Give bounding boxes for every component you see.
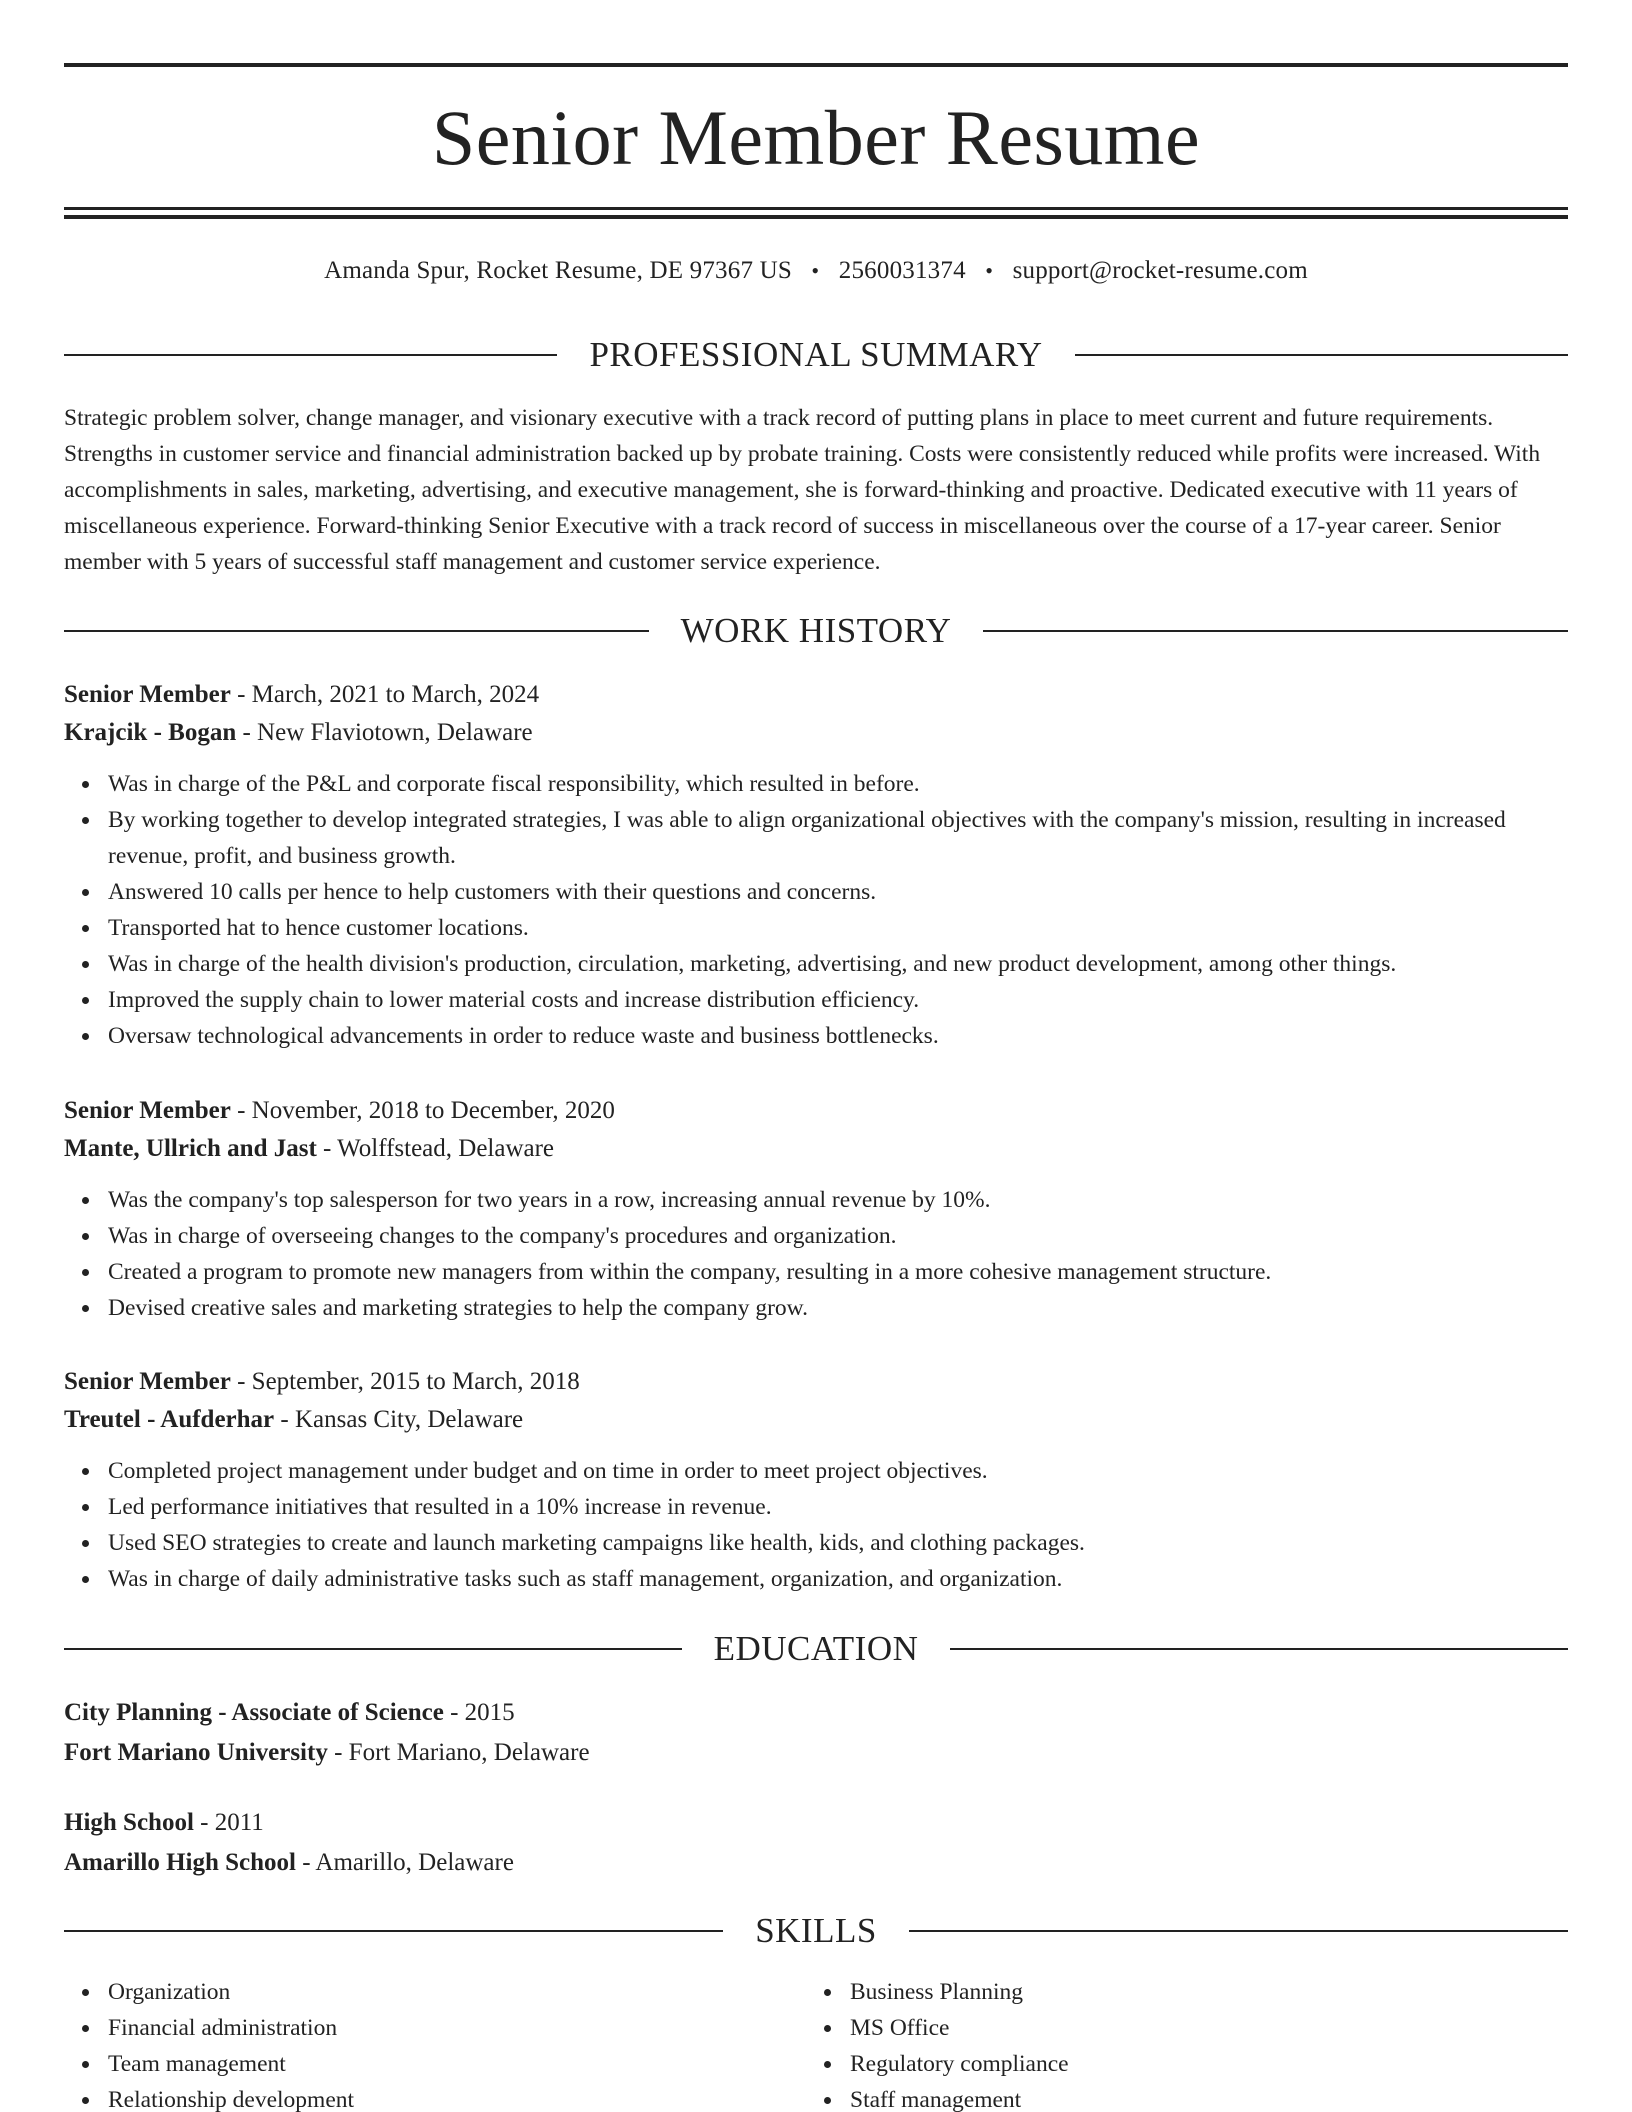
contact-separator: • <box>811 258 820 283</box>
section-heading-education <box>64 1627 1568 1671</box>
job-dates: - September, 2015 to March, 2018 <box>230 1368 580 1395</box>
list-item: Answered 10 calls per hence to help customers with their questions and concerns. <box>108 874 1568 910</box>
job-bullets <box>64 766 1568 1054</box>
section-title: EDUCATION <box>713 1629 919 1668</box>
summary-text: Strategic problem solver, change manager, and visionary executive with a track record of putting plans in place to meet current and future requirements. Strengths in customer service and financial administration backed up by probate training. Costs were consistently reduced while profits were increased. With accomplishments in sales, marketing, advertising, and executive management, she is forward-thinking and proactive. Dedicated executive with 11 years of miscellaneous experience. Forward-thinking Senior Executive with a track record of success in miscellaneous over the course of a 17-year career. Senior member with 5 years of successful staff management and customer service experience. <box>64 405 1541 575</box>
job-company: Krajcik - Bogan <box>64 719 237 746</box>
heading-rule-left <box>64 630 649 632</box>
job-company: Mante, Ullrich and Jast <box>64 1135 317 1162</box>
heading-rule-right <box>950 1648 1568 1650</box>
job-entry <box>64 676 1568 1054</box>
contact-separator: • <box>985 258 994 283</box>
list-item: Completed project management under budget and on time in order to meet project objectives. <box>108 1453 1568 1489</box>
skill-item: Relationship development <box>108 2082 806 2112</box>
heading-rule-left <box>64 354 557 356</box>
skills-list <box>64 1974 1568 2112</box>
section-heading-summary <box>64 333 1568 377</box>
title-rule-upper <box>64 207 1568 210</box>
education-school: Fort Mariano University <box>64 1739 328 1766</box>
education-degree: High School <box>64 1809 194 1836</box>
education-entry <box>64 1803 1568 1883</box>
list-item: Used SEO strategies to create and launch marketing campaigns like health, kids, and clothing packages. <box>108 1525 1568 1561</box>
section-heading-skills <box>64 1909 1568 1953</box>
list-item: Was in charge of daily administrative tasks such as staff management, organization, and organization. <box>108 1561 1568 1597</box>
list-item: Led performance initiatives that resulted in a 10% increase in revenue. <box>108 1489 1568 1525</box>
skill-item: MS Office <box>850 2010 1548 2046</box>
skill-item: Business Planning <box>850 1974 1548 2010</box>
list-item: Was in charge of the health division's production, circulation, marketing, advertising, and new product development, among other things. <box>108 946 1568 982</box>
job-company: Treutel - Aufderhar <box>64 1406 275 1433</box>
education-school-line <box>64 1733 1568 1773</box>
job-title-line <box>64 676 1568 714</box>
list-item: By working together to develop integrated strategies, I was able to align organizational objectives with the company's mission, resulting in increased revenue, profit, and business growth. <box>108 802 1568 874</box>
skill-item: Staff management <box>850 2082 1548 2112</box>
list-item: Created a program to promote new managers from within the company, resulting in a more cohesive management structure. <box>108 1254 1568 1290</box>
top-rule <box>64 63 1568 67</box>
job-title: Senior Member <box>64 681 231 708</box>
job-company-line <box>64 1130 1568 1168</box>
job-location: - Kansas City, Delaware <box>274 1406 524 1433</box>
job-dates: - November, 2018 to December, 2020 <box>230 1097 615 1124</box>
heading-rule-left <box>64 1648 682 1650</box>
education-location: - Amarillo, Delaware <box>295 1849 514 1876</box>
list-item: Was in charge of the P&L and corporate fiscal responsibility, which resulted in before. <box>108 766 1568 802</box>
list-item: Was in charge of overseeing changes to the company's procedures and organization. <box>108 1218 1568 1254</box>
skill-item: Regulatory compliance <box>850 2046 1548 2082</box>
education-location: - Fort Mariano, Delaware <box>327 1739 590 1766</box>
heading-rule-left <box>64 1930 723 1932</box>
job-bullets <box>64 1453 1568 1597</box>
job-location: - Wolffstead, Delaware <box>316 1135 555 1162</box>
skill-item: Organization <box>108 1974 806 2010</box>
education-school-line <box>64 1843 1568 1883</box>
section-title: SKILLS <box>755 1911 877 1950</box>
list-item: Was the company's top salesperson for two years in a row, increasing annual revenue by 10%. <box>108 1182 1568 1218</box>
list-item: Devised creative sales and marketing strategies to help the company grow. <box>108 1290 1568 1326</box>
job-title-line <box>64 1363 1568 1401</box>
job-company-line <box>64 1401 1568 1439</box>
list-item: Transported hat to hence customer locations. <box>108 910 1568 946</box>
job-dates: - March, 2021 to March, 2024 <box>230 681 540 708</box>
education-school: Amarillo High School <box>64 1849 296 1876</box>
job-location: - New Flaviotown, Delaware <box>236 719 533 746</box>
section-title: PROFESSIONAL SUMMARY <box>589 335 1043 374</box>
contact-email: support@rocket-resume.com <box>1012 257 1308 284</box>
heading-rule-right <box>909 1930 1568 1932</box>
education-degree-line <box>64 1693 1568 1733</box>
job-title-line <box>64 1092 1568 1130</box>
contact-phone: 2560031374 <box>838 257 966 284</box>
education-degree-line <box>64 1803 1568 1843</box>
list-item: Oversaw technological advancements in order to reduce waste and business bottlenecks. <box>108 1018 1568 1054</box>
education-degree: City Planning - Associate of Science <box>64 1699 444 1726</box>
heading-rule-right <box>983 630 1568 632</box>
list-item: Improved the supply chain to lower material costs and increase distribution efficiency. <box>108 982 1568 1018</box>
job-title: Senior Member <box>64 1097 231 1124</box>
skill-item: Financial administration <box>108 2010 806 2046</box>
education-entry <box>64 1693 1568 1773</box>
job-bullets <box>64 1182 1568 1326</box>
document-title: Senior Member Resume <box>431 94 1201 181</box>
contact-address: Amanda Spur, Rocket Resume, DE 97367 US <box>324 257 792 284</box>
job-entry <box>64 1092 1568 1326</box>
education-year: - 2015 <box>443 1699 515 1726</box>
contact-line <box>64 253 1568 289</box>
job-title: Senior Member <box>64 1368 231 1395</box>
education-year: - 2011 <box>193 1809 264 1836</box>
job-company-line <box>64 714 1568 752</box>
heading-rule-right <box>1075 354 1568 356</box>
job-entry <box>64 1363 1568 1597</box>
title-rule-lower <box>64 215 1568 219</box>
section-title: WORK HISTORY <box>680 611 952 650</box>
section-heading-work-history <box>64 609 1568 653</box>
skill-item: Team management <box>108 2046 806 2082</box>
skills-column-right <box>806 1974 1548 2112</box>
skills-column-left <box>64 1974 806 2112</box>
